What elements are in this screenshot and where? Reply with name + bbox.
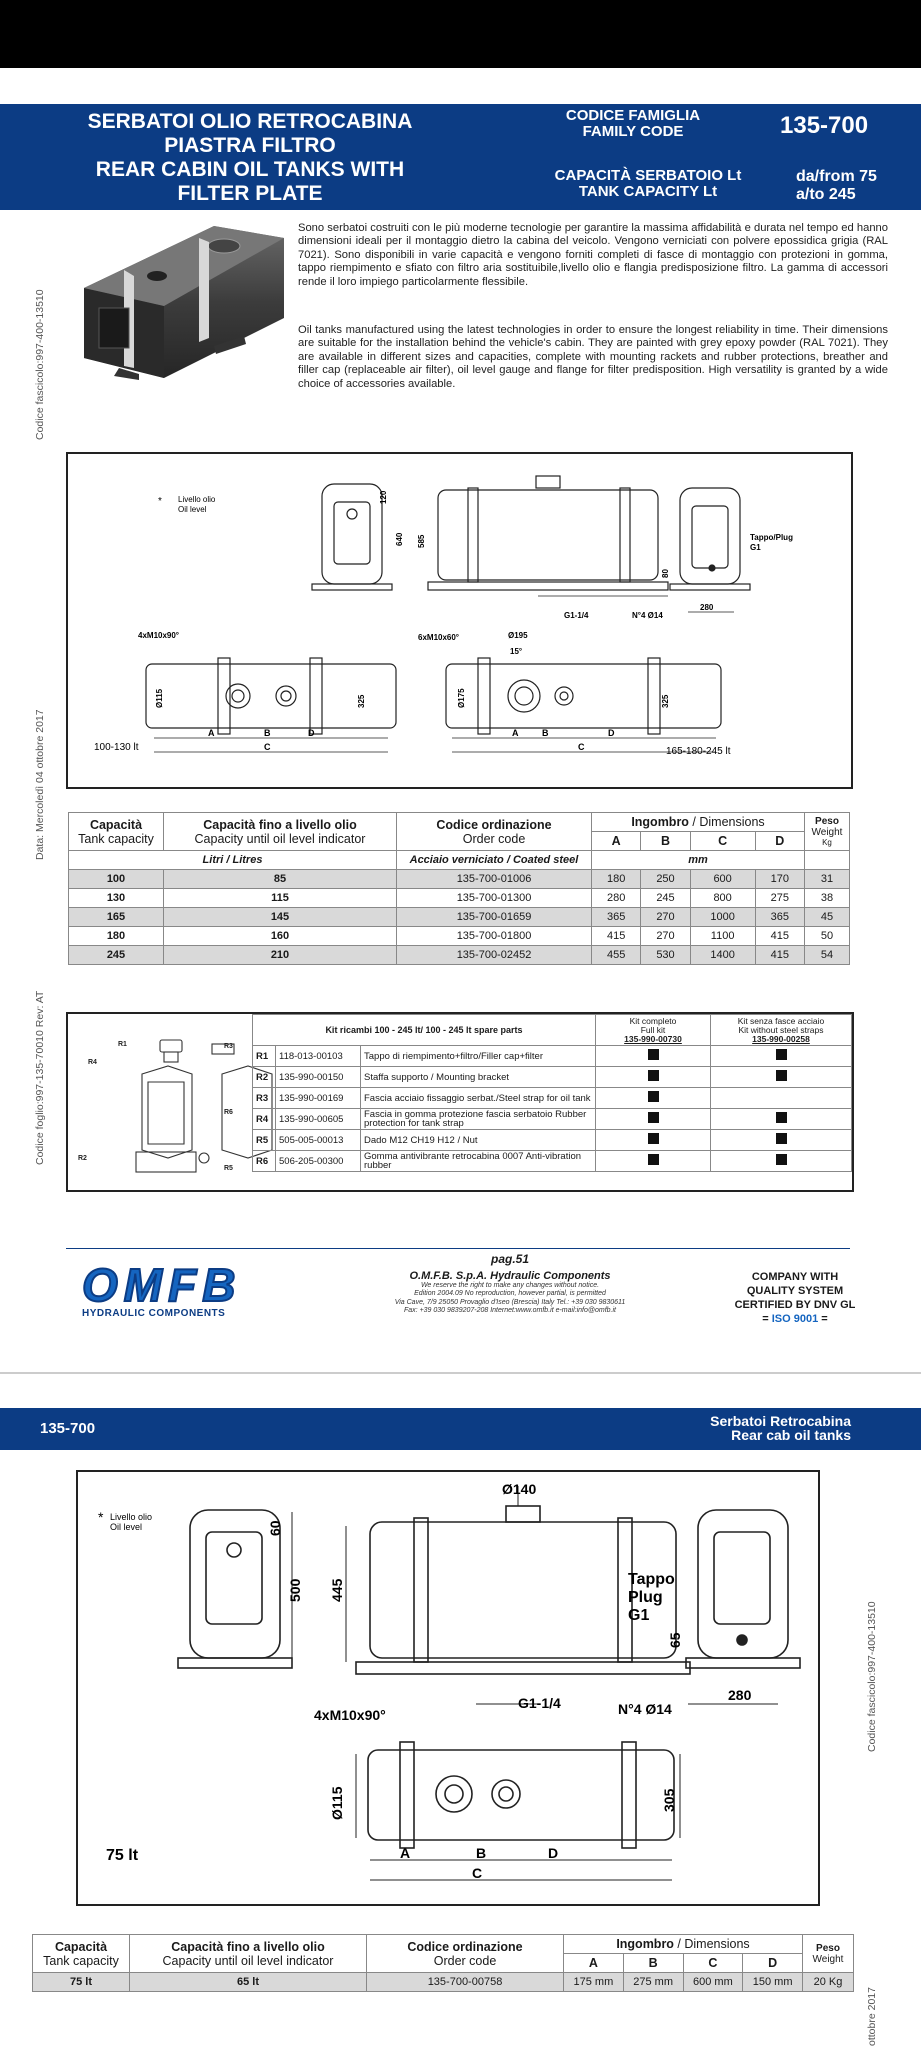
capacity-label [548, 168, 748, 200]
p2-col-c: C [683, 1954, 743, 1973]
cell-code: 135-700-01006 [397, 870, 592, 889]
g14-label: G1-1/4 [564, 611, 589, 620]
side-label-fascicolo-2: Codice fascicolo:997-400-13510 [866, 1601, 878, 1752]
check-mark [648, 1133, 659, 1144]
p2-dim-d: D [548, 1845, 559, 1861]
p2-col-code-it: Codice ordinazione [407, 1939, 523, 1954]
side-label-fascicolo: Codice fascicolo:997-400-13510 [34, 289, 46, 440]
status-bar [0, 0, 921, 68]
cell-desc: Tappo di riempimento+filtro/Filler cap+filter [361, 1046, 596, 1067]
logo-text: OMFB [82, 1259, 242, 1311]
p2-plug: Plug [628, 1589, 663, 1606]
cell-ref: R6 [253, 1151, 276, 1172]
cell-d: 415 [755, 927, 804, 946]
check-mark [648, 1091, 659, 1102]
family-code-label [548, 108, 718, 140]
cell-c: 1100 [690, 927, 755, 946]
table-row [253, 1067, 852, 1088]
top-gap [0, 68, 921, 104]
m10x90-label: 4xM10x90° [138, 631, 180, 640]
page2-spec-table [32, 1934, 854, 1992]
p2-dim-280: 280 [728, 1687, 752, 1703]
cell-c: 600 mm [683, 1973, 743, 1992]
col-capacity-it: Capacità [89, 817, 143, 832]
label-r2: R2 [78, 1155, 87, 1162]
nostrap-en: Kit without steel straps [738, 1024, 824, 1035]
p2-dim-305: 305 [661, 1788, 677, 1812]
page2-title [710, 1414, 851, 1442]
description-english: Oil tanks manufactured using the latest technologies in order to ensure the longest reliability in time. Their dimensions are suitable for the installation behind the vehicle's cabin. They are painted with grey epoxy powder (RAL 7021). They are available in different sizes and capacities, complete with mounting rackets and rubber protections, breather and filler cap (replaceable air filter), oil level gauge and flange for filter predisposition. High versatility is granted by a wide choice of accessories available. [298, 324, 888, 390]
p2-asterisk: * [98, 1509, 104, 1525]
col-capacity [69, 813, 164, 851]
label-r4: R4 [88, 1059, 97, 1066]
table-row [69, 908, 850, 927]
full-kit-it: Kit completo [629, 1015, 677, 1026]
n4-label: N°4 Ø14 [632, 611, 663, 620]
p2-col-fill-en: Capacity until oil level indicator [162, 1953, 334, 1968]
table-row [69, 870, 850, 889]
cell-ref: R1 [253, 1046, 276, 1067]
col-weight [805, 813, 850, 851]
full-kit-header [596, 1015, 711, 1046]
spare-parts-table [252, 1014, 852, 1172]
col-fill-en: Capacity until oil level indicator [194, 831, 366, 846]
cell-fill: 65 lt [130, 1973, 367, 1992]
family-label-en: FAMILY CODE [582, 123, 684, 140]
footer-line-2: Edition 2004.09 No reproduction, however partial, is permitted [414, 1290, 606, 1298]
dim-d2: D [608, 728, 615, 738]
table-row [253, 1109, 852, 1130]
check-mark [648, 1070, 659, 1081]
cell-c: 1000 [690, 908, 755, 927]
side-label-data: Data: Mercoledì 04 ottobre 2017 [34, 709, 46, 860]
check-mark [648, 1112, 659, 1123]
p2-col-capacity [33, 1935, 130, 1973]
check-mark [776, 1112, 787, 1123]
p2-oil-level-en: Oil level [110, 1522, 143, 1532]
cell-b: 270 [641, 908, 690, 927]
check-mark [648, 1154, 659, 1165]
oil-level-asterisk: * [158, 496, 162, 507]
cell-b: 530 [641, 946, 690, 965]
range-large: 165-180-245 lt [666, 746, 731, 757]
cell-b: 245 [641, 889, 690, 908]
dim-80: 80 [661, 569, 670, 578]
logo-sub: HYDRAULIC COMPONENTS [82, 1308, 226, 1319]
d175-label: Ø175 [457, 688, 466, 708]
p2-tappo: Tappo [628, 1571, 675, 1588]
col-weight-it: Peso [815, 816, 839, 827]
cell-w: 50 [805, 927, 850, 946]
description-italian: Sono serbatoi costruiti con le più moderne tecnologie per garantire la massima affidabilità e durata nel tempo ed hanno dimensioni ideali per il montaggio dietro la cabina del veicolo. Vengono verniciati con polvere epossidica grigia (RAL 7021). Sono disponibili in varie capacità e vengono forniti completi di fasce di montaggio con protezioni in gomma, tappo riempimento e sfiato con filtro aria sostituibile,livello olio e flangia predisposizione filtro. La gamma di accessori rende il loro impiego particolarmente flessibile. [298, 222, 888, 288]
cell-a: 415 [592, 927, 641, 946]
page2-drawing-panel [76, 1470, 820, 1906]
label-r5: R5 [224, 1165, 233, 1172]
capacity-label-it: CAPACITÀ SERBATOIO Lt [554, 167, 742, 184]
capacity-from: da/from 75 [796, 168, 877, 185]
cell-c: 600 [690, 870, 755, 889]
company-name: O.M.F.B. S.p.A. Hydraulic Components [409, 1270, 611, 1282]
cell-d: 415 [755, 946, 804, 965]
col-weight-unit: Kg [822, 838, 832, 847]
p2-col-weight [803, 1935, 854, 1973]
cell-desc: Dado M12 CH19 H12 / Nut [361, 1130, 596, 1151]
side-label-date-2: ottobre 2017 [866, 1987, 878, 2046]
col-c: C [690, 832, 755, 851]
label-r1: R1 [118, 1041, 127, 1048]
col-b: B [641, 832, 690, 851]
title-line: SERBATOI OLIO RETROCABINA [87, 110, 413, 133]
p2-dim-a: A [400, 1845, 411, 1861]
footer-line-3: Via Cave, 7/9 25050 Provaglio d'Iseo (Brescia) Italy Tel.: +39 030 9830611 [394, 1298, 626, 1306]
sub-steel: Acciaio verniciato / Coated steel [397, 851, 592, 870]
dim-b2: B [542, 728, 549, 738]
cell-ref: R4 [253, 1109, 276, 1130]
spare-parts-panel [66, 1012, 854, 1192]
capacity-label-en: TANK CAPACITY Lt [578, 183, 718, 200]
cell-cap: 130 [69, 889, 164, 908]
cell-w: 20 Kg [803, 1973, 854, 1992]
table-row [253, 1151, 852, 1172]
page-number: pag.51 [490, 1252, 529, 1266]
p2-col-d: D [743, 1954, 803, 1973]
dim-640: 640 [395, 532, 404, 546]
cell-code: 135-990-00150 [276, 1067, 361, 1088]
nostrap-code: 135-990-00258 [752, 1033, 810, 1044]
col-a: A [592, 832, 641, 851]
cell-code: 118-013-00103 [276, 1046, 361, 1067]
cell-a: 280 [592, 889, 641, 908]
cell-d: 275 [755, 889, 804, 908]
nostrap-kit-header [711, 1015, 852, 1046]
d195-label: Ø195 [508, 631, 528, 640]
certification [720, 1270, 870, 1326]
iso-post: = [818, 1313, 828, 1325]
cell-a: 180 [592, 870, 641, 889]
dim-c: C [264, 742, 271, 752]
p2-d140: Ø140 [502, 1481, 537, 1497]
page2-title-it: Serbatoi Retrocabina [710, 1413, 851, 1429]
footer-line-1: We reserve the right to make any changes without notice. [420, 1282, 600, 1289]
check-mark [776, 1133, 787, 1144]
col-code-it: Codice ordinazione [436, 817, 552, 832]
label-r6: R6 [224, 1109, 233, 1116]
cell-fill: 160 [164, 927, 397, 946]
col-code [397, 813, 592, 851]
dim-b: B [264, 728, 271, 738]
check-mark [648, 1049, 659, 1060]
col-fill [164, 813, 397, 851]
p2-col-code-en: Order code [433, 1953, 497, 1968]
col-dims-en: Dimensions [699, 815, 765, 829]
p2-dim-500: 500 [287, 1578, 303, 1602]
table-row [253, 1130, 852, 1151]
table-row [253, 1046, 852, 1067]
cell-ref: R2 [253, 1067, 276, 1088]
p2-dim-60: 60 [267, 1520, 283, 1536]
page2-header [0, 1408, 921, 1450]
sub-litres: Litri / Litres [69, 851, 397, 870]
cell-cap: 165 [69, 908, 164, 927]
cell-d: 365 [755, 908, 804, 927]
sub-mm: mm [592, 851, 805, 870]
cell-fill: 115 [164, 889, 397, 908]
cell-a: 365 [592, 908, 641, 927]
cell-d: 150 mm [743, 1973, 803, 1992]
table-row [253, 1088, 852, 1109]
p2-col-fill [130, 1935, 367, 1973]
col-weight-en: Weight [811, 827, 843, 838]
p2-col-weight-it: Peso [816, 1942, 840, 1954]
title-line: FILTER PLATE [177, 182, 323, 205]
table-row [33, 1973, 854, 1992]
p2-col-dims [564, 1935, 803, 1954]
page-header [0, 104, 921, 210]
cell-b: 270 [641, 927, 690, 946]
cell-cap: 100 [69, 870, 164, 889]
p2-col-fill-it: Capacità fino a livello olio [171, 1939, 325, 1954]
technical-drawing-panel [66, 452, 853, 789]
cell-code: 135-990-00169 [276, 1088, 361, 1109]
cell-code: 505-005-00013 [276, 1130, 361, 1151]
col-fill-it: Capacità fino a livello olio [203, 817, 357, 832]
cell-desc: Fascia in gomma protezione fascia serbatoio Rubber protection for tank strap [361, 1109, 596, 1130]
oil-level-label-en: Oil level [178, 505, 207, 514]
cell-desc: Fascia acciaio fissaggio serbat./Steel strap for oil tank [361, 1088, 596, 1109]
p2-col-a: A [564, 1954, 624, 1973]
check-mark [776, 1070, 787, 1081]
footer-rule [66, 1248, 850, 1249]
table-row [69, 927, 850, 946]
p2-col-capacity-en: Tank capacity [43, 1953, 119, 1968]
cell-ref: R3 [253, 1088, 276, 1109]
dim-325b: 325 [661, 694, 670, 708]
cell-fill: 210 [164, 946, 397, 965]
p2-dim-b: B [476, 1845, 487, 1861]
cell-ref: R5 [253, 1130, 276, 1151]
g1-label: G1 [750, 543, 761, 552]
cell-fill: 85 [164, 870, 397, 889]
cell-cap: 180 [69, 927, 164, 946]
col-code-en: Order code [462, 831, 526, 846]
capacity-to: a/to 245 [796, 186, 856, 203]
page-title [40, 110, 460, 206]
col-dims-it: Ingombro [631, 815, 689, 829]
tank-spec-table [68, 812, 850, 965]
col-capacity-en: Tank capacity [78, 831, 154, 846]
p2-dim-c: C [472, 1865, 483, 1881]
dim-d: D [308, 728, 315, 738]
d115-label: Ø115 [155, 688, 164, 708]
p2-volume: 75 lt [106, 1847, 139, 1864]
footer-info [330, 1252, 690, 1316]
m10x60-label: 6xM10x60° [418, 633, 460, 642]
nostrap-it: Kit senza fasce acciaio [737, 1015, 825, 1026]
cell-code: 135-990-00605 [276, 1109, 361, 1130]
p2-col-dims-sep: / [673, 1937, 685, 1951]
table-row [69, 889, 850, 908]
dim-325a: 325 [357, 694, 366, 708]
spare-parts-title: Kit ricambi 100 - 245 lt/ 100 - 245 lt spare parts [253, 1015, 596, 1046]
full-kit-en: Full kit [640, 1024, 666, 1035]
p2-col-dims-en: Dimensions [684, 1937, 750, 1951]
p2-oil-level-it: Livello olio [110, 1512, 153, 1522]
table-row [69, 946, 850, 965]
cell-a: 175 mm [564, 1973, 624, 1992]
cell-c: 1400 [690, 946, 755, 965]
technical-drawing [68, 454, 851, 787]
sub-empty [805, 851, 850, 870]
p2-g1: G1 [628, 1607, 650, 1624]
p2-dim-445: 445 [329, 1578, 345, 1602]
p2-n4: N°4 Ø14 [618, 1701, 672, 1717]
cell-cap: 75 lt [33, 1973, 130, 1992]
plug-label: Tappo/Plug [750, 533, 793, 542]
cell-b: 275 mm [623, 1973, 683, 1992]
family-code: 135-700 [780, 112, 869, 139]
col-d: D [755, 832, 804, 851]
p2-col-dims-it: Ingombro [616, 1937, 674, 1951]
cell-c: 800 [690, 889, 755, 908]
title-line: PIASTRA FILTRO [164, 134, 336, 157]
p2-col-weight-en: Weight [812, 1953, 844, 1965]
p2-col-b: B [623, 1954, 683, 1973]
cell-code: 135-700-01300 [397, 889, 592, 908]
iso-pre: = [762, 1313, 772, 1325]
title-line: REAR CABIN OIL TANKS WITH [95, 158, 405, 181]
label-r3: R3 [224, 1043, 233, 1050]
side-label-foglio: Codice foglio:997-135-70010 Rev: AT [34, 990, 46, 1165]
cell-fill: 145 [164, 908, 397, 927]
dim-120: 120 [379, 490, 388, 504]
cell-w: 45 [805, 908, 850, 927]
p2-col-code [367, 1935, 564, 1973]
cell-w: 31 [805, 870, 850, 889]
tank-photo [64, 218, 294, 388]
cert-line-3: CERTIFIED BY DNV GL [734, 1299, 856, 1311]
cert-line-1: COMPANY WITH [751, 1271, 839, 1283]
cert-line-2: QUALITY SYSTEM [746, 1285, 844, 1297]
family-label-it: CODICE FAMIGLIA [565, 107, 701, 124]
page2-code: 135-700 [40, 1420, 96, 1437]
dim-a2: A [512, 728, 519, 738]
page-divider [0, 1372, 921, 1374]
full-kit-code: 135-990-00730 [624, 1033, 682, 1044]
dim-a: A [208, 728, 215, 738]
cell-code: 135-700-01800 [397, 927, 592, 946]
cell-cap: 245 [69, 946, 164, 965]
cell-w: 54 [805, 946, 850, 965]
p2-m10x90: 4xM10x90° [314, 1707, 386, 1723]
range-small: 100-130 lt [94, 742, 139, 753]
dim-585: 585 [417, 534, 426, 548]
cell-b: 250 [641, 870, 690, 889]
iso-badge: ISO 9001 [771, 1313, 819, 1325]
p2-d115: Ø115 [329, 1786, 345, 1820]
deg15-label: 15° [510, 647, 523, 656]
page2-title-en: Rear cab oil tanks [731, 1427, 851, 1443]
p2-dim-65: 65 [667, 1632, 683, 1648]
col-dims-sep: / [688, 815, 700, 829]
cell-code: 135-700-00758 [367, 1973, 564, 1992]
cell-desc: Staffa supporto / Mounting bracket [361, 1067, 596, 1088]
p2-col-capacity-it: Capacità [54, 1939, 108, 1954]
dim-280: 280 [700, 603, 714, 612]
dim-c2: C [578, 742, 585, 752]
cell-code: 135-700-02452 [397, 946, 592, 965]
col-dims [592, 813, 805, 832]
cell-desc: Gomma antivibrante retrocabina 0007 Anti-vibration rubber [361, 1151, 596, 1172]
oil-level-label-it: Livello olio [178, 495, 216, 504]
capacity-range [796, 168, 877, 204]
cell-a: 455 [592, 946, 641, 965]
cell-code: 506-205-00300 [276, 1151, 361, 1172]
cell-code: 135-700-01659 [397, 908, 592, 927]
p2-g14: G1-1/4 [518, 1695, 561, 1711]
check-mark [776, 1049, 787, 1060]
page2-drawing [78, 1472, 818, 1904]
footer-line-4: Fax: +39 030 9839207-208 Internet:www.omfb.it e-mail:info@omfb.it [404, 1307, 616, 1315]
omfb-logo [82, 1259, 264, 1320]
check-mark [776, 1154, 787, 1165]
cell-d: 170 [755, 870, 804, 889]
cell-w: 38 [805, 889, 850, 908]
